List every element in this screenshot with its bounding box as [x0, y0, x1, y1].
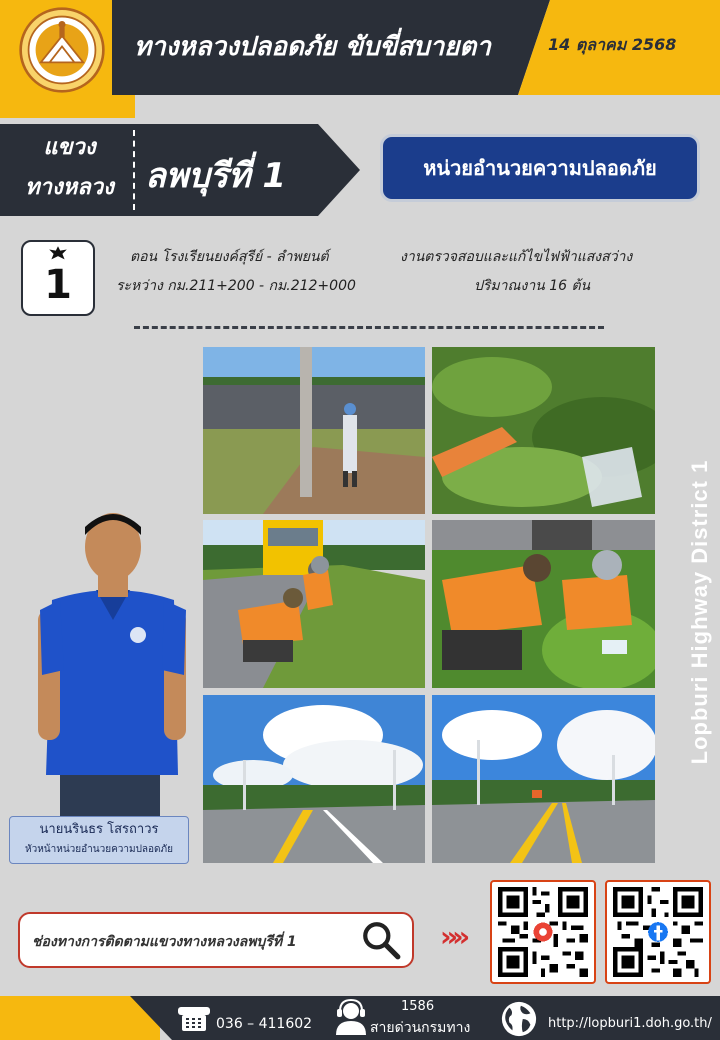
dashed-separator: [134, 326, 604, 329]
footer-yellow-block: [0, 996, 160, 1040]
officer-portrait: [38, 505, 188, 820]
double-chevron-right-icon: »»: [440, 920, 465, 953]
qr-code-facebook[interactable]: [605, 880, 711, 984]
qr-code-maps[interactable]: [490, 880, 596, 984]
district-prefix-line2: ทางหลวง: [25, 175, 114, 200]
globe-icon: [499, 1000, 539, 1038]
side-district-label: Lopburi Highway District 1: [687, 459, 712, 765]
photo-road-street-lights-left: [203, 695, 425, 863]
district-prefix-line1: แขวง: [43, 135, 96, 160]
footer-phone-number: 036 – 411602: [216, 1016, 313, 1032]
follow-channel-label: ช่องทางการติดตามแขวงทางหลวงลพบุรีที่ 1: [32, 934, 297, 950]
district-prefix: [12, 128, 127, 208]
department-of-highways-logo: [18, 6, 106, 94]
district-divider: [133, 130, 135, 210]
footer-website-link[interactable]: http://lopburi1.doh.go.th/: [548, 1016, 712, 1031]
work-description: งานตรวจสอบและแก้ไขไฟฟ้าแสงสว่าง: [400, 249, 633, 265]
search-icon: [360, 919, 402, 961]
photo-worker-at-pole: [203, 347, 425, 514]
hotline-operator-icon: [334, 999, 368, 1035]
photo-workers-roadside: [203, 520, 425, 688]
photo-road-street-lights-right: [432, 695, 655, 863]
route-number: 1: [44, 262, 72, 308]
work-quantity: ปริมาณงาน 16 ต้น: [474, 278, 591, 294]
photo-cable-in-grass: [432, 347, 655, 514]
footer-hotline-number: 1586: [401, 999, 435, 1014]
officer-name: นายนรินธร โสรถาวร: [39, 822, 159, 837]
header-title: ทางหลวงปลอดภัย ขับขี่สบายตา: [134, 32, 491, 62]
header-date: 14 ตุลาคม 2568: [548, 35, 677, 54]
route-segment: ตอน โรงเรียนยงค์สุรีย์ - ลำพยนต์: [130, 249, 329, 265]
district-name: ลพบุรีที่ 1: [145, 156, 286, 196]
officer-title: หัวหน้าหน่วยอำนวยความปลอดภัย: [24, 844, 174, 855]
footer-hotline-label: สายด่วนกรมทาง: [370, 1020, 471, 1036]
phone-icon: [176, 1003, 212, 1033]
unit-label: หน่วยอำนวยความปลอดภัย: [423, 156, 657, 180]
photo-workers-splicing-cable: [432, 520, 655, 688]
route-km-range: ระหว่าง กม.211+200 - กม.212+000: [116, 278, 356, 294]
